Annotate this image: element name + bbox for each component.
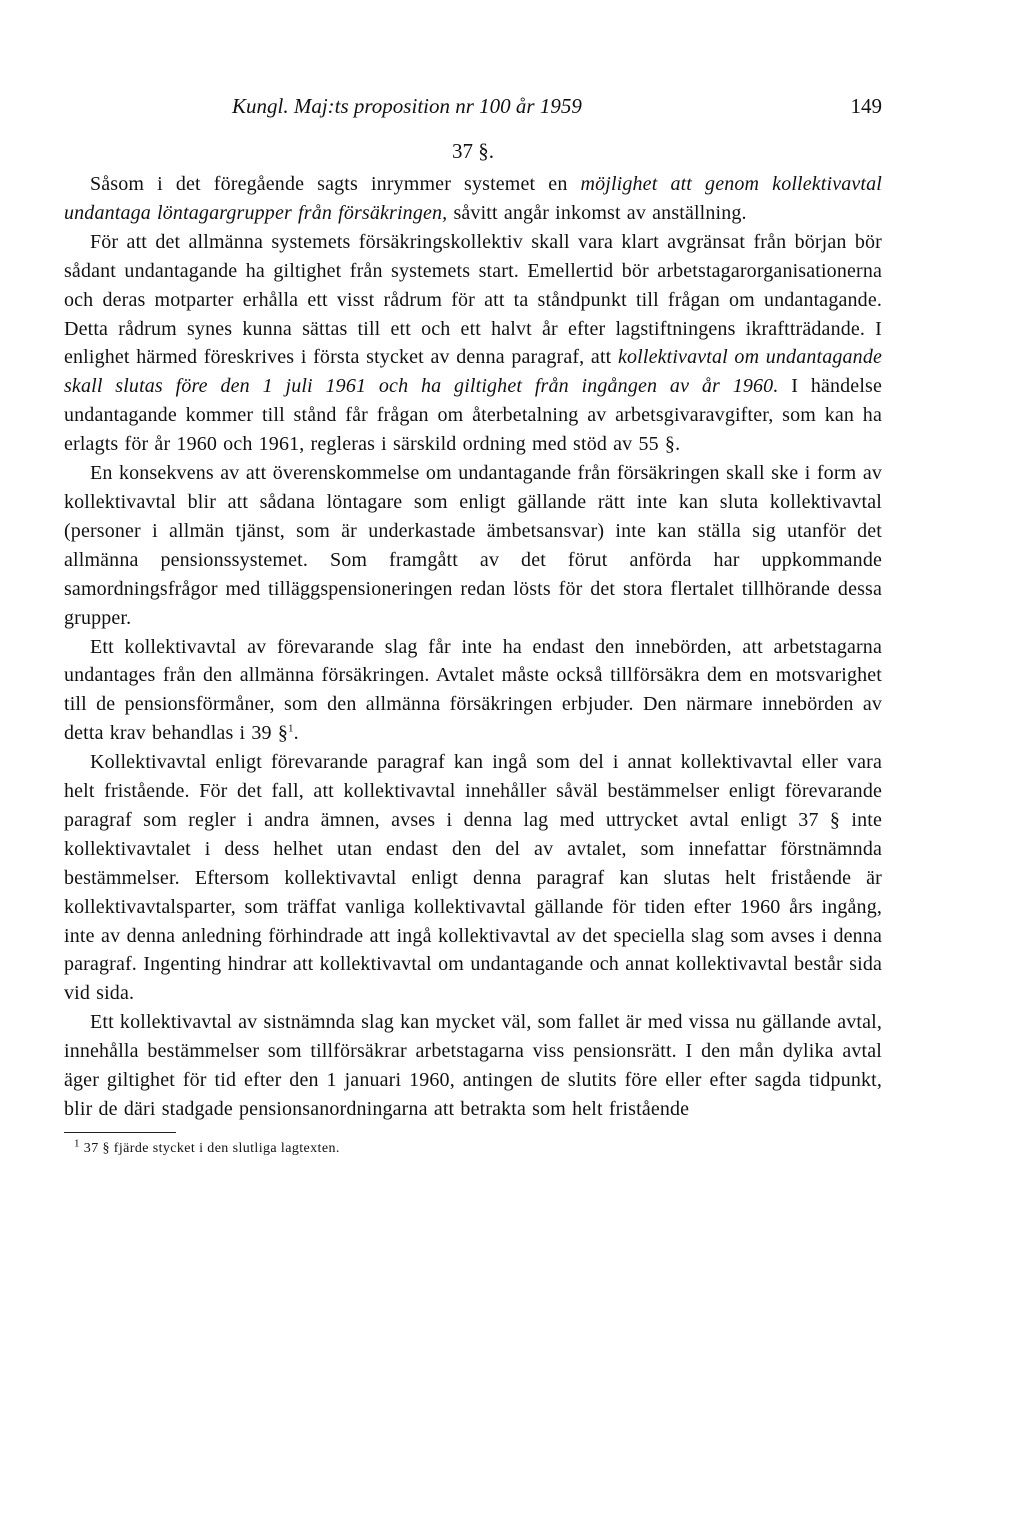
footnote-marker: 1 — [74, 1137, 80, 1150]
footnote-text: 37 § fjärde stycket i den slutliga lagtexten. — [79, 1140, 340, 1156]
paragraph-1-text-a: Såsom i det föregående sagts inrymmer systemet en — [90, 173, 581, 195]
paragraph-3: En konsekvens av att överenskommelse om undantagande från försäkringen skall ske i form av kollektivavtal blir att sådana löntagare som enligt gällande rätt inte kan sluta kollektivavtal (personer i allmän tjänst, som är underkastade ämbetsansvar) inte kan ställa sig utanför det allmänna pensionssystemet. Som framgått av det förut anförda har uppkommande samordningsfrågor med tilläggspensioneringen redan lösts för det stora flertalet tillhörande dessa grupper. — [64, 462, 882, 629]
paragraph-5: Kollektivavtal enligt förevarande paragraf kan ingå som del i annat kollektivavtal eller vara helt fristående. För det fall, att kollektivavtal innehåller såväl bestämmelser enligt förevarande paragraf som regler i andra ämnen, avses i denna lag med uttrycket avtal enligt 37 § inte kollektivavtalet i dess helhet utan endast den del av avtalet, som innefattar förstnämnda bestämmelser. Eftersom kollektivavtal enligt denna paragraf kan slutas helt fristående är kollektivavtalsparter, som träffat vanliga kollektivavtal gällande för tiden efter 1960 års ingång, inte av denna anledning förhindrade att ingå kollektivavtal av det speciella slag som avses i denna paragraf. Ingenting hindrar att kollektivavtal om undantagande och annat kollektivavtal består sida vid sida. — [64, 751, 882, 1005]
paragraph-2-emphasis: kollektivavtal om undantagande skall slutas före den 1 juli 1961 och ha giltighet från ingången av år 1960. — [64, 346, 882, 398]
paragraph-4-text-b: . — [293, 722, 299, 745]
paragraph-1-emphasis: möjlighet att genom kollektivavtal undantaga löntagargrupper från försäkringen, — [64, 173, 882, 224]
footnote — [64, 1139, 882, 1159]
page-number: 149 — [850, 94, 882, 118]
body-text — [64, 170, 882, 1124]
paragraph-6: Ett kollektivavtal av sistnämnda slag kan mycket väl, som fallet är med vissa nu gällande avtal, innehålla bestämmelser som tillförsäkrar arbetstagarna viss pensionsrätt. I den mån dylika avtal äger giltighet för tid efter den 1 januari 1960, antingen de slutits före eller efter sagda tidpunkt, blir de däri stadgade pensionsanordningarna att betrakta som helt fristående — [64, 1011, 882, 1120]
paragraph-4 — [64, 633, 882, 749]
running-title: Kungl. Maj:ts proposition nr 100 år 1959 — [232, 94, 582, 118]
footnote-reference: 1 — [287, 722, 294, 735]
paragraph-2 — [64, 228, 882, 459]
footnote-divider — [64, 1132, 176, 1133]
document-page — [64, 88, 882, 1159]
paragraph-4-text-a: Ett kollektivavtal av förevarande slag får inte ha endast den innebörden, att arbetstagarna undantages från den allmänna försäkringen. Avtalet måste också tillförsäkra dem en motsvarighet till de pensionsförmåner, som den allmänna försäkringen erbjuder. Den närmare innebörden av detta krav behandlas i 39 § — [64, 635, 882, 745]
paragraph-1 — [64, 170, 882, 228]
paragraph-2-text-b: I händelse undantagande kommer till stånd får frågan om återbetalning av arbetsgivaravgifter, som kan ha erlagts för år 1960 och 1961, regleras i särskild ordning med stöd av 55 §. — [64, 375, 882, 456]
paragraph-1-text-b: såvitt angår inkomst av anställning. — [447, 201, 747, 224]
section-heading: 37 §. — [452, 139, 494, 163]
paragraph-2-text-a: För att det allmänna systemets försäkringskollektiv skall vara klart avgränsat från början bör sådant undantagande ha giltighet från systemets start. Emellertid bör arbetstagarorganisationerna och deras motparter erhålla ett visst rådrum för att ta ståndpunkt till frågan om undantagande. Detta rådrum synes kunna sättas till ett och ett halvt år efter lagstiftningens ikraftträdande. I enlighet härmed föreskrives i första stycket av denna paragraf, att — [64, 230, 882, 369]
page-header — [64, 88, 882, 124]
